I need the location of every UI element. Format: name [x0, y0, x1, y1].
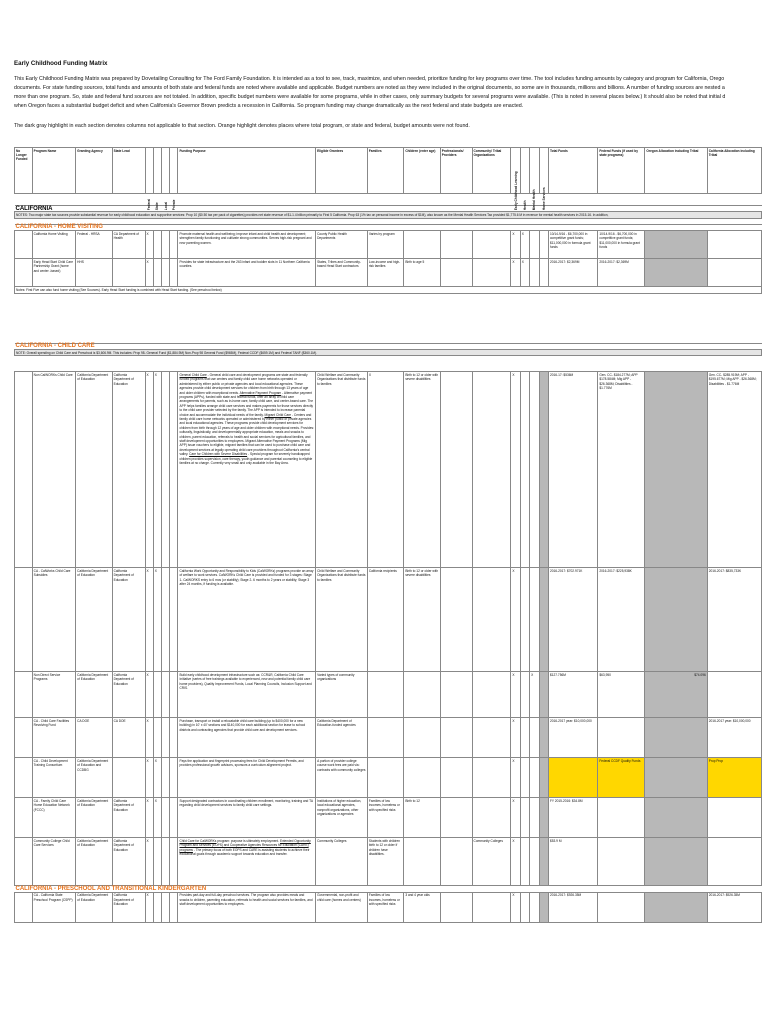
california-allocation-cell: Gen. CC- $285.919M; APP - $195.677M; Mig APP - $26.368M; Disabilities - $1.776M	[707, 372, 761, 568]
ec-learning-mark: X	[511, 372, 520, 568]
granting-agency-cell: HHS	[76, 259, 112, 287]
ec-learning-mark: X	[511, 568, 520, 672]
health-mark	[520, 372, 529, 568]
granting-agency-cell: California Department of Education	[76, 372, 112, 568]
federal-mark: X	[145, 838, 153, 886]
mental-health-mark	[530, 372, 539, 568]
community-cell	[472, 568, 511, 672]
ec-learning-mark: X	[511, 758, 520, 798]
oregon-allocation-cell	[645, 231, 707, 259]
local-mark	[162, 838, 170, 886]
col-oregon-allocation: Oregon Allocation including Tribal	[645, 148, 707, 194]
families-cell: Families of low incomes, homeless or with specified risks	[367, 892, 403, 922]
state-mark	[153, 838, 161, 886]
funding-purpose-cell: California Work Opportunity and Responsibility to Kids (CalWORKs) programs provide an array of welfare to work services. CalWORKs Child Care is provided and funded for 3 stages: Stage 1- CalWORKS entry to 6 mos (or stability); Stage 2- 6 months to 2 years or stability; Stage 3 after 24 months, if funding is available.	[178, 568, 316, 672]
section-heading-california: CALIFORNIA	[15, 206, 762, 212]
granting-agency-cell: Federal - HRSA	[76, 231, 112, 259]
federal-funds-cell	[598, 798, 645, 838]
oregon-allocation-cell	[645, 798, 707, 838]
home-services-mark	[539, 231, 548, 259]
families-cell: X	[367, 372, 403, 568]
funding-purpose-cell: Support designated contractors in coordinating children enrollment, monitoring, training and TA regarding child development services to family child care settings.	[178, 798, 316, 838]
no-longer-funded-cell	[15, 231, 33, 259]
california-allocation-cell	[707, 798, 761, 838]
california-allocation-cell: 2016-2017 year: $10,000,000	[707, 718, 761, 758]
total-funds-cell: 2016-2017: $926.35M	[548, 892, 597, 922]
purpose-segment: Alternative Payment Program	[239, 390, 282, 395]
state-mark	[153, 718, 161, 758]
purpose-segment: General Child Care	[179, 372, 207, 377]
federal-mark: X	[145, 758, 153, 798]
col-granting-agency: Granting Agency	[76, 148, 112, 194]
section-heading-preschool: CALIFORNIA - PRESCHOOL AND TRANSITIONAL KINDERGARTEN	[15, 886, 762, 892]
col-total-funds: Total Funds	[548, 148, 597, 194]
california-allocation-cell	[707, 672, 761, 718]
table-row	[15, 798, 762, 838]
section-heading-home-visiting: CALIFORNIA - HOME VISITING	[15, 224, 762, 230]
funding-purpose-cell: Build early childhood development infrastructure such as: CCR&R, California Child Care Initiative (series of free trainings available to experienced, new and potential family child care home providers), Quality Improvement Funds, Local Planning Councils, Inclusion Support and CRIS.	[178, 672, 316, 718]
private-mark	[170, 372, 178, 568]
children-cell	[404, 758, 440, 798]
total-funds-cell: 2016-2017 year: $10,000,000	[548, 718, 597, 758]
purpose-segment: Child Care for CalWORKs	[179, 838, 217, 843]
private-mark	[170, 758, 178, 798]
ec-learning-mark: X	[511, 838, 520, 886]
oregon-allocation-cell	[645, 758, 707, 798]
state-mark	[153, 259, 161, 287]
funding-purpose-cell: Pays the application and fingerprint processing fees for Child Development Permits, and provides professional growth advisors, sponsors a curriculum alignment project.	[178, 758, 316, 798]
ec-learning-mark: X	[511, 718, 520, 758]
children-cell: 3 and 4 year olds	[404, 892, 440, 922]
oregon-allocation-cell	[645, 718, 707, 758]
program-name-cell: CA - CalWorks Child Care Subsidies	[32, 568, 76, 672]
granting-agency-cell: California Department of Education	[76, 838, 112, 886]
granting-agency-cell: California Department of Education	[76, 892, 112, 922]
table-row	[15, 892, 762, 922]
mental-health-mark	[530, 231, 539, 259]
eligible-grantees-cell: Institutions of higher education, local educational agencies, nonprofit organizations, other organizations or agencies	[316, 798, 368, 838]
health-mark: X	[520, 259, 529, 287]
home-visiting-note: Notes: First Five can also fund home visiting (See Sources). Early Head Start funding is combined with Head Start funding. (See preschool below)	[15, 287, 762, 293]
community-cell: Community Colleges	[472, 838, 511, 886]
table-row	[15, 838, 762, 886]
federal-mark: X	[145, 568, 153, 672]
state-lead-cell	[112, 758, 145, 798]
federal-mark: X	[145, 231, 153, 259]
community-cell	[472, 758, 511, 798]
community-cell	[472, 718, 511, 758]
header-row	[15, 148, 762, 194]
child-care-notes: NOTE: Overall spending on Child Care and Preschool is $3,606.9M. This includes: Prop 98- General Fund ($1,884.9M) Non-Prop 98 General Fund ($965M), Federal CCDF ($659.1M) and Federal TANF ($360.1M).	[15, 350, 762, 356]
mental-health-mark	[530, 568, 539, 672]
federal-funds-cell	[598, 892, 645, 922]
professionals-cell	[440, 568, 472, 672]
purpose-segment: - Centers and family child care home networks operated or administered by either public or private agencies and local educational agencies. These programs provide child development services for children from birth through 12 years of age and older children with exceptional needs. Provides: culturally, linguistically, and developmentally appropriate education, meals and snacks to children, parent education, referrals to health and social services for agricultural families, and staff development opportunities to employees. Migrant Alternative Payment Programs (Mig APP) issue vouchers to eligible, migrant families that can be used to purchase child care and development services at legally operating child care providers throughout California's central valley.	[179, 412, 314, 457]
program-name-cell: California Home Visiting	[32, 231, 76, 259]
col-private: Private	[170, 148, 178, 194]
federal-funds-cell	[598, 718, 645, 758]
oregon-allocation-cell	[645, 568, 707, 672]
col-health: Health	[520, 148, 529, 194]
community-cell	[472, 259, 511, 287]
intro-line: This Early Childhood Funding Matrix was prepared by Dovetailing Consulting for The Ford Family Foundation. It is intended as a tool to see, track, maximize, and when needed, prioritize funding for key programs over time. The tool includes funding amounts by category and program for California, Orego	[14, 76, 725, 82]
total-funds-cell: 10/14-9/16 - $6,700,000 in competitive grant funds; $11,000,000 in formula grant funds	[548, 231, 597, 259]
children-cell	[404, 672, 440, 718]
eligible-grantees-cell: States, Tribes and Community-based Head Start contractors	[316, 259, 368, 287]
table-row	[15, 568, 762, 672]
ec-learning-mark: X	[511, 892, 520, 922]
oregon-allocation-cell	[645, 372, 707, 568]
families-cell: Low-income and high-risk families	[367, 259, 403, 287]
california-allocation-cell: 2016-2017: $926.35M	[707, 892, 761, 922]
section-heading-child-care: CALIFORNIA - CHILD CARE	[15, 343, 762, 349]
community-cell	[472, 672, 511, 718]
local-mark	[162, 718, 170, 758]
federal-mark: X	[145, 372, 153, 568]
mental-health-mark	[530, 798, 539, 838]
no-longer-funded-cell	[15, 568, 33, 672]
families-cell: California recipients	[367, 568, 403, 672]
community-cell	[472, 372, 511, 568]
state-mark	[153, 231, 161, 259]
eligible-grantees-cell: Community Colleges	[316, 838, 368, 886]
health-mark	[520, 568, 529, 672]
col-local: Local	[162, 148, 170, 194]
health-mark	[520, 892, 529, 922]
ec-learning-mark: X	[511, 231, 520, 259]
children-cell	[404, 718, 440, 758]
no-longer-funded-cell	[15, 838, 33, 886]
total-funds-cell: 2016-2017: $2,369M	[548, 259, 597, 287]
private-mark	[170, 718, 178, 758]
professionals-cell	[440, 372, 472, 568]
no-longer-funded-cell	[15, 758, 33, 798]
health-mark: X	[520, 231, 529, 259]
private-mark	[170, 838, 178, 886]
intro-paragraph	[14, 75, 762, 111]
community-cell	[472, 892, 511, 922]
state-lead-cell: California Department of Education	[112, 672, 145, 718]
state-lead-cell: California Department of Education	[112, 568, 145, 672]
col-eligible-grantees: Eligible Grantees	[316, 148, 368, 194]
program-name-cell: Early Head Start Child Care Partnership Grant (home and center -based)	[32, 259, 76, 287]
state-mark	[153, 892, 161, 922]
mental-health-mark	[530, 838, 539, 886]
mental-health-mark	[530, 758, 539, 798]
col-state-lead: State Lead	[112, 148, 145, 194]
purpose-segment: - Alternative payment programs (APPs), funded with state and federal funds, offer an array of child care arrangements for parents, such as in-home care, family child care, and center-based care. The APP helps families arrange child care services and makes payments for those services directly to the child care provider selected by the family. The APP is intended to increase parental choice and accommodate the individual needs of the family.	[179, 390, 314, 417]
ec-learning-mark: X	[511, 259, 520, 287]
mental-health-mark	[530, 259, 539, 287]
home-services-mark	[539, 798, 548, 838]
children-cell: Birth to 12 or older with severe disabilities	[404, 568, 440, 672]
purpose-segment: Care for Children with Severe Disabilities	[189, 452, 248, 457]
federal-funds-cell: 2016-2017: $2,369M	[598, 259, 645, 287]
eligible-grantees-cell: A portion of provider college course work fees are paid via: contracts with community colleges	[316, 758, 368, 798]
state-mark: X	[153, 798, 161, 838]
professionals-cell	[440, 838, 472, 886]
spacer-row	[15, 194, 762, 206]
total-funds-cell: 2016-2017: $702.971K	[548, 568, 597, 672]
eligible-grantees-cell: California Department of Education-funded agencies	[316, 718, 368, 758]
professionals-cell	[440, 892, 472, 922]
funding-purpose-cell: Purchase, transport or install a relocatable child care building (up to $400,000 for a new building) in 10' x 40' sections and $140,000 for each additional section for lease to school districts and contracting agencies that provide child care and development services.	[178, 718, 316, 758]
health-mark	[520, 798, 529, 838]
state-mark	[153, 672, 161, 718]
federal-funds-cell: Federal CCDF Quality Funds	[598, 758, 645, 798]
families-cell: Families of low incomes, homeless or with specified risks	[367, 798, 403, 838]
local-mark	[162, 259, 170, 287]
families-cell: Students with children birth to 12 or older if children have disabilities.	[367, 838, 403, 886]
col-mental-health: Mental Health	[530, 148, 539, 194]
program-name-cell: Community College Child Care Services	[32, 838, 76, 886]
home-services-mark	[539, 718, 548, 758]
children-cell: Birth to 12 or older with severe disabilities	[404, 372, 440, 568]
no-longer-funded-cell	[15, 372, 33, 568]
private-mark	[170, 798, 178, 838]
granting-agency-cell: California Department of Education	[76, 798, 112, 838]
col-funding-purpose: Funding Purpose	[178, 148, 316, 194]
col-families: Families	[367, 148, 403, 194]
home-services-mark	[539, 672, 548, 718]
federal-mark: X	[145, 892, 153, 922]
oregon-allocation-cell	[645, 892, 707, 922]
home-services-mark	[539, 372, 548, 568]
private-mark	[170, 672, 178, 718]
table-row	[15, 231, 762, 259]
col-home-services: Home Services	[539, 148, 548, 194]
intro-line: when Oregon faces a substantial budget deficit and when California's Governor Brown predicts a recession in California. So program funding may change dramatically as the next federal and state budgets are enacted.	[14, 103, 524, 109]
home-services-mark	[539, 892, 548, 922]
community-cell	[472, 231, 511, 259]
professionals-cell	[440, 758, 472, 798]
health-mark	[520, 718, 529, 758]
california-notes: NOTES: Two major state tax sources provide substantial revenue for early childhood education and supportive services: Prop 10 ($0.50 tax per pack of cigarettes) provides net state revenue of $1-1.4 billion primarily to First 5 California. Prop 63 (1% tax on personal income in excess of $1M), also known as the Mental Health Services Tax provided $1,775.6 M in revenue for mental health services in 2015-16. In addition,	[15, 212, 762, 218]
families-cell	[367, 672, 403, 718]
program-name-cell: CA - Child Development Training Consortium	[32, 758, 76, 798]
funding-purpose-cell: Provides for state infrastructure and the 263 infant and toddler slots in 11 Northern California counties.	[178, 259, 316, 287]
document	[14, 60, 762, 923]
purpose-segment: Extended Opportunity Program and Services (EOPS) and Cooperative Agencies Resources for Education (CARE) programs	[179, 838, 311, 852]
local-mark	[162, 672, 170, 718]
funding-purpose-cell: Promote maternal health and wellbeing; improve infant and child health and development; strengthen family functioning and cultivate strong communities. Serves high-risk pregnant and new parenting women.	[178, 231, 316, 259]
total-funds-cell	[548, 758, 597, 798]
federal-funds-cell: 10/14-9/16 - $6,700,000 in competitive grant funds; $11,000,000 in formula grant funds	[598, 231, 645, 259]
funding-purpose-cell	[178, 838, 316, 886]
local-mark	[162, 892, 170, 922]
total-funds-cell: $127.756M	[548, 672, 597, 718]
children-cell	[404, 838, 440, 886]
no-longer-funded-cell	[15, 259, 33, 287]
col-federal: Federal	[145, 148, 153, 194]
professionals-cell	[440, 231, 472, 259]
program-name-cell: Non CalWORKs Child Care	[32, 372, 76, 568]
state-lead-cell: CA Department of Health	[112, 231, 145, 259]
eligible-grantees-cell: Varied types of community organizations	[316, 672, 368, 718]
california-allocation-cell: 2016-2017: $835,733K	[707, 568, 761, 672]
children-cell: Birth to age 5	[404, 259, 440, 287]
col-children: Children (enter age)	[404, 148, 440, 194]
federal-mark: X	[145, 259, 153, 287]
state-lead-cell: California Department of Education	[112, 892, 145, 922]
funding-purpose-cell: Provides part-day and full-day preschool services. The program also provides meals and snacks to children, parenting education, referrals to health and social services for families, and staff development opportunities to employees.	[178, 892, 316, 922]
table-row	[15, 718, 762, 758]
families-cell	[367, 758, 403, 798]
federal-funds-cell	[598, 838, 645, 886]
granting-agency-cell: California Department of Education	[76, 568, 112, 672]
health-mark	[520, 838, 529, 886]
home-services-mark	[539, 259, 548, 287]
state-lead-cell: California Department of Education	[112, 838, 145, 886]
professionals-cell	[440, 798, 472, 838]
state-lead-cell: California Department of Education	[112, 798, 145, 838]
federal-mark: X	[145, 718, 153, 758]
col-ec-learning: Early Childhood Learning	[511, 148, 520, 194]
col-state: State	[153, 148, 161, 194]
oregon-allocation-cell	[645, 259, 707, 287]
spacer-row	[15, 293, 762, 343]
ec-learning-mark: X	[511, 798, 520, 838]
state-mark: X	[153, 568, 161, 672]
oregon-allocation-cell	[645, 838, 707, 886]
col-program-name: Program Name	[32, 148, 76, 194]
doc-title: Early Childhood Funding Matrix	[14, 60, 108, 67]
health-mark	[520, 758, 529, 798]
granting-agency-cell: California Department of Education and CCDBG	[76, 758, 112, 798]
purpose-segment: - Special program for severely handicapped children provides supervision, care therapy, youth guidance and parental counseling to eligible families at no charge. Currently very small and only available in the Bay Area.	[179, 452, 313, 466]
col-federal-funds: Federal Funds (if used by state programs)	[598, 148, 645, 194]
ec-learning-mark: X	[511, 672, 520, 718]
community-cell	[472, 798, 511, 838]
eligible-grantees-cell: Governmental, non-profit and child care (homes and centers)	[316, 892, 368, 922]
table-body	[15, 194, 762, 923]
private-mark	[170, 231, 178, 259]
no-longer-funded-cell	[15, 672, 33, 718]
table-row	[15, 372, 762, 568]
home-services-mark	[539, 838, 548, 886]
eligible-grantees-cell: Child Welfare and Community Organizations that distribute funds to families	[316, 372, 368, 568]
highlight-note: The dark gray highlight in each section denotes columns not applicable to that section. Orange highlight denotes places where total program, or state and federal, budget amounts were not found.	[14, 123, 470, 129]
intro-line: documents. For state funding sources, total funds and amounts of both state and federal funds are noted where available and applicable. Budget numbers are noted as they were included in the original documents, so some are in thousands, millions and billions. A number of funding sources are nested a	[14, 85, 725, 91]
mental-health-mark	[530, 892, 539, 922]
purpose-segment: program: purpose is ultimately employment.	[216, 838, 280, 843]
col-california-allocation: California Allocation including Tribal	[707, 148, 761, 194]
total-funds-cell: FY 2015-2016: $34.8M	[548, 798, 597, 838]
families-cell: Varies by program	[367, 231, 403, 259]
col-professionals: Professionals/ Providers	[440, 148, 472, 194]
private-mark	[170, 892, 178, 922]
federal-mark: X	[145, 798, 153, 838]
col-community: Community/ Tribal Organizations	[472, 148, 511, 194]
program-name-cell: CA - Child Care Facilities Revolving Fund	[32, 718, 76, 758]
granting-agency-cell: CA DOE	[76, 718, 112, 758]
families-cell	[367, 718, 403, 758]
professionals-cell	[440, 259, 472, 287]
state-lead-cell: California Department of Education	[112, 372, 145, 568]
mental-health-mark	[530, 718, 539, 758]
no-longer-funded-cell	[15, 892, 33, 922]
california-allocation-cell	[707, 231, 761, 259]
program-name-cell: CA - California State Preschool Program (CSPP)	[32, 892, 76, 922]
state-lead-cell: CA DOE	[112, 718, 145, 758]
col-no-longer-funded: No Longer Funded	[15, 148, 33, 194]
home-services-mark	[539, 568, 548, 672]
eligible-grantees-cell: Child Welfare and Community Organizations that distribute funds to families	[316, 568, 368, 672]
children-cell	[404, 231, 440, 259]
table-row	[15, 259, 762, 287]
home-services-mark	[539, 758, 548, 798]
program-name-cell: CA - Family Child Care Home Education Network (FCCC)	[32, 798, 76, 838]
private-mark	[170, 568, 178, 672]
federal-funds-cell: 2016-2017: $225,938K	[598, 568, 645, 672]
children-cell: Birth to 12	[404, 798, 440, 838]
table-row	[15, 758, 762, 798]
eligible-grantees-cell: County Public Health Departments	[316, 231, 368, 259]
professionals-cell	[440, 672, 472, 718]
federal-funds-cell: $63,950	[598, 672, 645, 718]
funding-matrix-table	[14, 147, 762, 923]
no-longer-funded-cell	[15, 718, 33, 758]
local-mark	[162, 231, 170, 259]
mental-health-mark: X	[530, 672, 539, 718]
california-allocation-cell	[707, 838, 761, 886]
oregon-allocation-cell: $74.096	[645, 672, 707, 718]
table-row	[15, 672, 762, 718]
private-mark	[170, 259, 178, 287]
professionals-cell	[440, 718, 472, 758]
no-longer-funded-cell	[15, 798, 33, 838]
local-mark	[162, 568, 170, 672]
state-mark: X	[153, 372, 161, 568]
federal-funds-cell: Gen. CC- $184.277M; APP $178.584M; Mig APP - $26.368M; Disabilities - $1.776M	[598, 372, 645, 568]
granting-agency-cell: California Department of Education	[76, 672, 112, 718]
state-mark: X	[153, 758, 161, 798]
california-allocation-cell	[707, 259, 761, 287]
local-mark	[162, 798, 170, 838]
purpose-segment: Migrant Child Care	[264, 412, 292, 417]
program-name-cell: Non Direct Service Programs	[32, 672, 76, 718]
purpose-segment: - General child care and development programs are state and federally funded programs that use centers and family child care home networks operated or administered by either public or private agencies and local educational agencies. These agencies provide child development services for children from birth through 13 years of age and older children with exceptional needs.	[179, 372, 309, 395]
total-funds-cell: $53.9 M	[548, 838, 597, 886]
local-mark	[162, 372, 170, 568]
health-mark	[520, 672, 529, 718]
funding-purpose-cell	[178, 372, 316, 568]
state-lead-cell	[112, 259, 145, 287]
local-mark	[162, 758, 170, 798]
california-allocation-cell: Prop Prop	[707, 758, 761, 798]
purpose-segment: - The primary focus of both EOPS and CARE is assisting students to achieve their educational goals through academic support towards education and transfer.	[179, 847, 310, 857]
federal-mark: X	[145, 672, 153, 718]
spacer-row	[15, 356, 762, 372]
intro-line: more than one program. So, state and federal fund sources are not totaled. In addition, specific budget numbers were available for some programs, while in other cases, only summary budgets for several programs were available. (This is noted in several places below.) It should also be noted that initial d	[14, 94, 726, 100]
total-funds-cell: 2016-17: $536M	[548, 372, 597, 568]
